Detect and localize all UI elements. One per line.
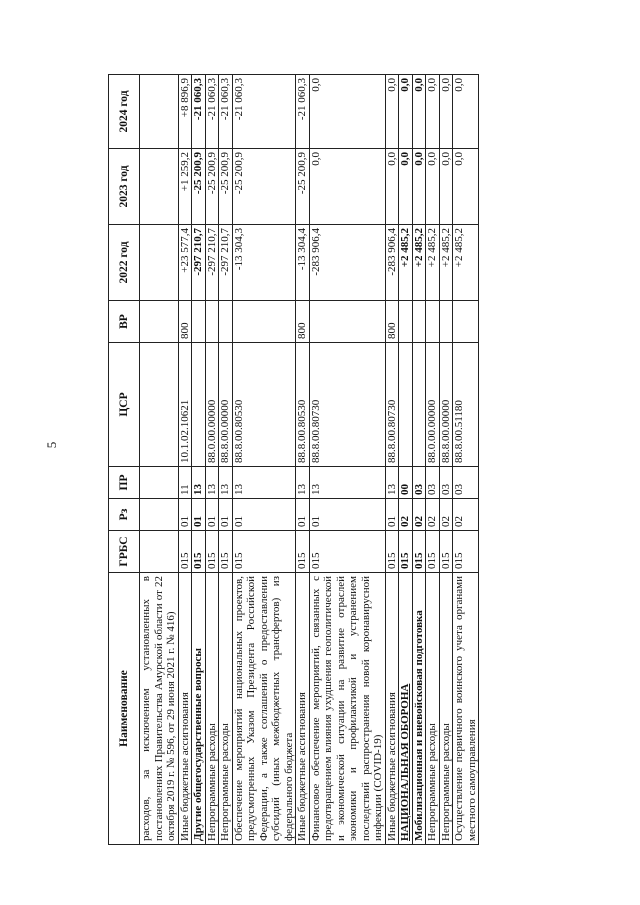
- cell-y2022: [439, 225, 453, 301]
- cell-y2022-text: -13 304,3: [232, 228, 245, 271]
- cell-y2024: [205, 75, 219, 149]
- cell-y2022-text: -297 210,7: [192, 228, 204, 276]
- cell-y2022-text: -13 304,4: [296, 228, 308, 271]
- cell-y2022: [412, 225, 426, 301]
- cell-name-text: Мобилизационная и вневойсковая подготовка: [412, 610, 425, 841]
- cell-pr: [453, 467, 479, 499]
- cell-y2024: [453, 75, 479, 149]
- cell-pr-text: 03: [439, 484, 452, 495]
- table-row: [399, 75, 413, 845]
- cell-y2024-text: 0,0: [439, 78, 452, 92]
- cell-grbs: [399, 531, 413, 573]
- cell-rz-text: 01: [205, 516, 218, 527]
- header-pr: ПР: [109, 467, 140, 499]
- cell-y2024: [192, 75, 206, 149]
- cell-pr-text: 13: [192, 484, 204, 495]
- cell-pr-text: 11: [178, 484, 191, 495]
- cell-y2023: [140, 149, 179, 225]
- table-row: [140, 75, 179, 845]
- cell-y2023-text: 0,0: [453, 152, 465, 166]
- header-2023: 2023 год: [109, 149, 140, 225]
- cell-y2023-text: -25 200,9: [205, 152, 218, 195]
- cell-grbs-text: 015: [192, 552, 204, 569]
- cell-vr: [412, 301, 426, 343]
- cell-rz-text: 01: [178, 516, 191, 527]
- cell-rz-text: 01: [232, 516, 245, 527]
- cell-csr: [140, 343, 179, 467]
- cell-csr: [399, 343, 413, 467]
- cell-y2024: [439, 75, 453, 149]
- cell-rz-text: 02: [399, 516, 411, 527]
- cell-y2024-text: +8 896,9: [178, 78, 191, 118]
- cell-y2023-text: -25 200,9: [219, 152, 231, 195]
- cell-vr: [309, 301, 385, 343]
- cell-name-text: Обеспечение мероприятий национальных проектов, предусмотренных Указом Президента Российской Федерации, а также соглашений о предоставлении субсидий (иных межбюджетных трансфертов) из федерального бюджета: [232, 576, 295, 841]
- cell-rz-text: 01: [219, 516, 231, 527]
- cell-grbs: [412, 531, 426, 573]
- cell-pr: [385, 467, 399, 499]
- cell-name: [439, 573, 453, 845]
- table-row: [439, 75, 453, 845]
- cell-y2022: [399, 225, 413, 301]
- cell-y2022: [219, 225, 233, 301]
- cell-csr: [309, 343, 385, 467]
- cell-vr: [178, 301, 192, 343]
- cell-rz-text: 02: [453, 516, 465, 527]
- cell-y2022: [385, 225, 399, 301]
- cell-rz: [439, 499, 453, 531]
- page-number: 5: [44, 441, 59, 449]
- cell-y2022-text: -283 906,4: [385, 228, 398, 276]
- cell-vr: [192, 301, 206, 343]
- cell-grbs: [205, 531, 219, 573]
- cell-y2024: [385, 75, 399, 149]
- cell-y2024-text: 0,0: [412, 78, 425, 92]
- cell-grbs: [140, 531, 179, 573]
- cell-y2024-text: 0,0: [453, 78, 465, 92]
- cell-y2022-text: -283 906,4: [309, 228, 322, 276]
- cell-grbs: [385, 531, 399, 573]
- cell-grbs-text: 015: [426, 552, 438, 569]
- cell-y2022-text: +2 485,2: [453, 228, 465, 268]
- cell-csr-text: 88.8.00.80730: [385, 399, 398, 463]
- cell-pr-text: 13: [219, 484, 231, 495]
- cell-vr-text: 800: [385, 322, 398, 339]
- cell-csr: [205, 343, 219, 467]
- cell-name-text: Непрограммные расходы: [426, 723, 438, 841]
- cell-y2024: [140, 75, 179, 149]
- cell-y2024: [399, 75, 413, 149]
- cell-y2023: [453, 149, 479, 225]
- cell-y2024: [296, 75, 310, 149]
- cell-pr: [232, 467, 296, 499]
- cell-y2024-text: -21 060,3: [232, 78, 245, 121]
- header-2024: 2024 год: [109, 75, 140, 149]
- cell-grbs-text: 015: [178, 552, 191, 569]
- cell-vr: [426, 301, 440, 343]
- cell-y2022-text: +2 485,2: [412, 228, 425, 268]
- cell-pr-text: 03: [453, 484, 465, 495]
- cell-y2023-text: 0,0: [385, 152, 398, 166]
- cell-grbs: [296, 531, 310, 573]
- cell-y2024: [309, 75, 385, 149]
- table-row: [296, 75, 310, 845]
- cell-y2022-text: +2 485,2: [399, 228, 411, 268]
- cell-y2022-text: +2 485,2: [426, 228, 438, 268]
- cell-grbs: [439, 531, 453, 573]
- cell-name: [453, 573, 479, 845]
- cell-y2023-text: +1 259,2: [178, 152, 191, 192]
- cell-pr: [399, 467, 413, 499]
- cell-rz: [140, 499, 179, 531]
- cell-pr: [178, 467, 192, 499]
- cell-y2022: [192, 225, 206, 301]
- cell-pr-text: 13: [296, 484, 308, 495]
- cell-rz-text: 02: [426, 516, 438, 527]
- table-row: [453, 75, 479, 845]
- cell-csr: [385, 343, 399, 467]
- cell-y2023: [296, 149, 310, 225]
- cell-grbs-text: 015: [232, 552, 245, 569]
- cell-name-text: Непрограммные расходы: [205, 723, 218, 841]
- cell-y2023: [205, 149, 219, 225]
- cell-name-text: Непрограммные расходы: [219, 723, 231, 841]
- cell-y2022-text: +23 577,4: [178, 228, 191, 273]
- cell-y2024-text: 0,0: [385, 78, 398, 92]
- cell-name: [178, 573, 192, 845]
- cell-name: [296, 573, 310, 845]
- cell-name: [399, 573, 413, 845]
- cell-csr-text: 88.8.00.00000: [219, 399, 231, 463]
- cell-pr: [412, 467, 426, 499]
- cell-csr-text: 88.8.00.80730: [309, 399, 322, 463]
- cell-y2023-text: 0,0: [412, 152, 425, 166]
- cell-pr-text: 03: [426, 484, 438, 495]
- table-row: [178, 75, 192, 845]
- cell-y2022: [140, 225, 179, 301]
- header-2022: 2022 год: [109, 225, 140, 301]
- header-grbs: ГРБС: [109, 531, 140, 573]
- cell-y2022-text: -297 210,7: [205, 228, 218, 276]
- cell-y2022: [426, 225, 440, 301]
- cell-y2023-text: -25 200,9: [296, 152, 308, 195]
- cell-rz-text: 01: [385, 516, 398, 527]
- cell-y2023: [399, 149, 413, 225]
- cell-name: [140, 573, 179, 845]
- cell-y2022: [178, 225, 192, 301]
- table-row: [192, 75, 206, 845]
- cell-name: [219, 573, 233, 845]
- cell-pr: [439, 467, 453, 499]
- cell-rz: [219, 499, 233, 531]
- cell-y2023-text: 0,0: [309, 152, 322, 166]
- cell-pr: [205, 467, 219, 499]
- cell-name: [232, 573, 296, 845]
- cell-rz: [412, 499, 426, 531]
- cell-vr-text: 800: [296, 322, 308, 339]
- cell-y2023: [309, 149, 385, 225]
- cell-grbs: [309, 531, 385, 573]
- cell-csr-text: 10.1.02.10621: [178, 399, 191, 463]
- cell-pr-text: 00: [399, 484, 411, 495]
- cell-pr: [426, 467, 440, 499]
- cell-pr: [192, 467, 206, 499]
- cell-y2024: [232, 75, 296, 149]
- cell-rz-text: 02: [439, 516, 452, 527]
- cell-y2023-text: -25 200,9: [232, 152, 245, 195]
- table-row: [219, 75, 233, 845]
- budget-table-rotated: [108, 75, 578, 845]
- cell-grbs: [426, 531, 440, 573]
- header-rz: Рз: [109, 499, 140, 531]
- cell-y2022: [296, 225, 310, 301]
- table-header-row: [109, 75, 140, 845]
- cell-csr: [412, 343, 426, 467]
- cell-grbs-text: 015: [219, 552, 231, 569]
- cell-csr-text: 88.8.00.80530: [296, 399, 308, 463]
- cell-y2022-text: -297 210,7: [219, 228, 231, 276]
- cell-vr: [232, 301, 296, 343]
- cell-vr: [205, 301, 219, 343]
- cell-y2024: [412, 75, 426, 149]
- cell-rz: [426, 499, 440, 531]
- cell-rz: [192, 499, 206, 531]
- header-name: Наименование: [109, 573, 140, 845]
- cell-vr: [439, 301, 453, 343]
- cell-y2023-text: 0,0: [426, 152, 438, 166]
- cell-y2024: [426, 75, 440, 149]
- cell-csr: [192, 343, 206, 467]
- cell-grbs-text: 015: [412, 552, 425, 569]
- cell-name: [205, 573, 219, 845]
- cell-y2023: [232, 149, 296, 225]
- cell-name: [192, 573, 206, 845]
- cell-csr: [439, 343, 453, 467]
- cell-pr: [219, 467, 233, 499]
- cell-name-text: Иные бюджетные ассигнования: [385, 692, 398, 841]
- header-vr: ВР: [109, 301, 140, 343]
- cell-csr-text: 88.0.00.00000: [426, 399, 438, 463]
- cell-y2023-text: -25 200,9: [192, 152, 204, 195]
- cell-rz: [453, 499, 479, 531]
- cell-y2023: [439, 149, 453, 225]
- cell-pr-text: 13: [232, 484, 245, 495]
- cell-rz: [385, 499, 399, 531]
- cell-grbs-text: 015: [453, 552, 465, 569]
- cell-csr-text: 88.8.00.80530: [232, 399, 245, 463]
- cell-y2022: [205, 225, 219, 301]
- cell-name-text: расходов, за исключением установленных в постановлениях Правительства Амурской области от 22 октября 2019 г. № 596, от 29 июня 2021 г. № 416): [140, 576, 177, 841]
- cell-csr-text: 88.0.00.00000: [205, 399, 218, 463]
- cell-rz-text: 01: [296, 516, 308, 527]
- cell-y2023: [192, 149, 206, 225]
- table-row: [385, 75, 399, 845]
- table-row: [426, 75, 440, 845]
- cell-y2023: [412, 149, 426, 225]
- cell-rz-text: 02: [412, 516, 425, 527]
- cell-vr: [296, 301, 310, 343]
- cell-vr: [399, 301, 413, 343]
- cell-csr: [232, 343, 296, 467]
- cell-name: [412, 573, 426, 845]
- cell-pr: [309, 467, 385, 499]
- cell-name: [309, 573, 385, 845]
- cell-rz: [296, 499, 310, 531]
- cell-y2024: [178, 75, 192, 149]
- cell-name-text: НАЦИОНАЛЬНАЯ ОБОРОНА: [399, 683, 411, 841]
- cell-name-text: Другие общегосударственные вопросы: [192, 648, 204, 841]
- cell-csr-text: 88.8.00.51180: [453, 400, 465, 463]
- cell-grbs: [192, 531, 206, 573]
- cell-name-text: Финансовое обеспечение мероприятий, связанных с предотвращением влияния ухудшения геополитической и экономической ситуации на развитие отраслей экономики и профилактикой и устранением последствий распространения новой коронавирусной инфекции (COVID-19): [309, 576, 384, 841]
- cell-y2022: [232, 225, 296, 301]
- cell-name: [385, 573, 399, 845]
- cell-rz: [399, 499, 413, 531]
- cell-y2023-text: 0,0: [399, 152, 411, 166]
- cell-csr: [178, 343, 192, 467]
- cell-grbs-text: 015: [205, 552, 218, 569]
- cell-grbs: [219, 531, 233, 573]
- cell-pr-text: 03: [412, 484, 425, 495]
- cell-grbs: [453, 531, 479, 573]
- cell-grbs: [232, 531, 296, 573]
- cell-name-text: Непрограммные расходы: [439, 723, 452, 841]
- cell-y2024-text: 0,0: [309, 78, 322, 92]
- cell-vr-text: 800: [178, 322, 191, 339]
- cell-name-text: Иные бюджетные ассигнования: [296, 692, 308, 841]
- cell-grbs-text: 015: [399, 552, 411, 569]
- budget-table: [108, 74, 479, 845]
- table-row: [232, 75, 296, 845]
- cell-csr: [296, 343, 310, 467]
- cell-y2023-text: 0,0: [439, 152, 452, 166]
- cell-y2024-text: -21 060,3: [296, 78, 308, 121]
- cell-csr: [219, 343, 233, 467]
- header-csr: ЦСР: [109, 343, 140, 467]
- cell-name-text: Иные бюджетные ассигнования: [178, 692, 191, 841]
- cell-y2022-text: +2 485,2: [439, 228, 452, 268]
- cell-vr: [453, 301, 479, 343]
- cell-pr-text: 13: [205, 484, 218, 495]
- cell-y2024-text: 0,0: [399, 78, 411, 92]
- table-body: [140, 75, 479, 845]
- cell-y2024-text: 0,0: [426, 78, 438, 92]
- cell-csr-text: 88.8.00.00000: [439, 399, 452, 463]
- cell-y2024: [219, 75, 233, 149]
- cell-rz: [309, 499, 385, 531]
- table-row: [205, 75, 219, 845]
- cell-pr: [296, 467, 310, 499]
- cell-rz: [178, 499, 192, 531]
- cell-y2023: [178, 149, 192, 225]
- cell-y2023: [426, 149, 440, 225]
- cell-grbs-text: 015: [385, 552, 398, 569]
- cell-y2024-text: -21 060,3: [192, 78, 204, 121]
- cell-name-text: Осуществление первичного воинского учета органами местного самоуправления: [453, 576, 478, 841]
- cell-rz-text: 01: [192, 516, 204, 527]
- cell-grbs: [178, 531, 192, 573]
- cell-grbs-text: 015: [309, 552, 322, 569]
- cell-y2023: [219, 149, 233, 225]
- cell-y2024-text: -21 060,3: [219, 78, 231, 121]
- cell-csr: [453, 343, 479, 467]
- cell-pr-text: 13: [309, 484, 322, 495]
- cell-vr: [140, 301, 179, 343]
- table-row: [309, 75, 385, 845]
- cell-pr-text: 13: [385, 484, 398, 495]
- cell-y2024-text: -21 060,3: [205, 78, 218, 121]
- cell-csr: [426, 343, 440, 467]
- cell-y2023: [385, 149, 399, 225]
- cell-rz: [232, 499, 296, 531]
- cell-vr: [219, 301, 233, 343]
- cell-y2022: [453, 225, 479, 301]
- cell-y2022: [309, 225, 385, 301]
- cell-name: [426, 573, 440, 845]
- cell-grbs-text: 015: [296, 552, 308, 569]
- cell-pr: [140, 467, 179, 499]
- table-row: [412, 75, 426, 845]
- cell-rz: [205, 499, 219, 531]
- cell-grbs-text: 015: [439, 552, 452, 569]
- cell-vr: [385, 301, 399, 343]
- cell-rz-text: 01: [309, 516, 322, 527]
